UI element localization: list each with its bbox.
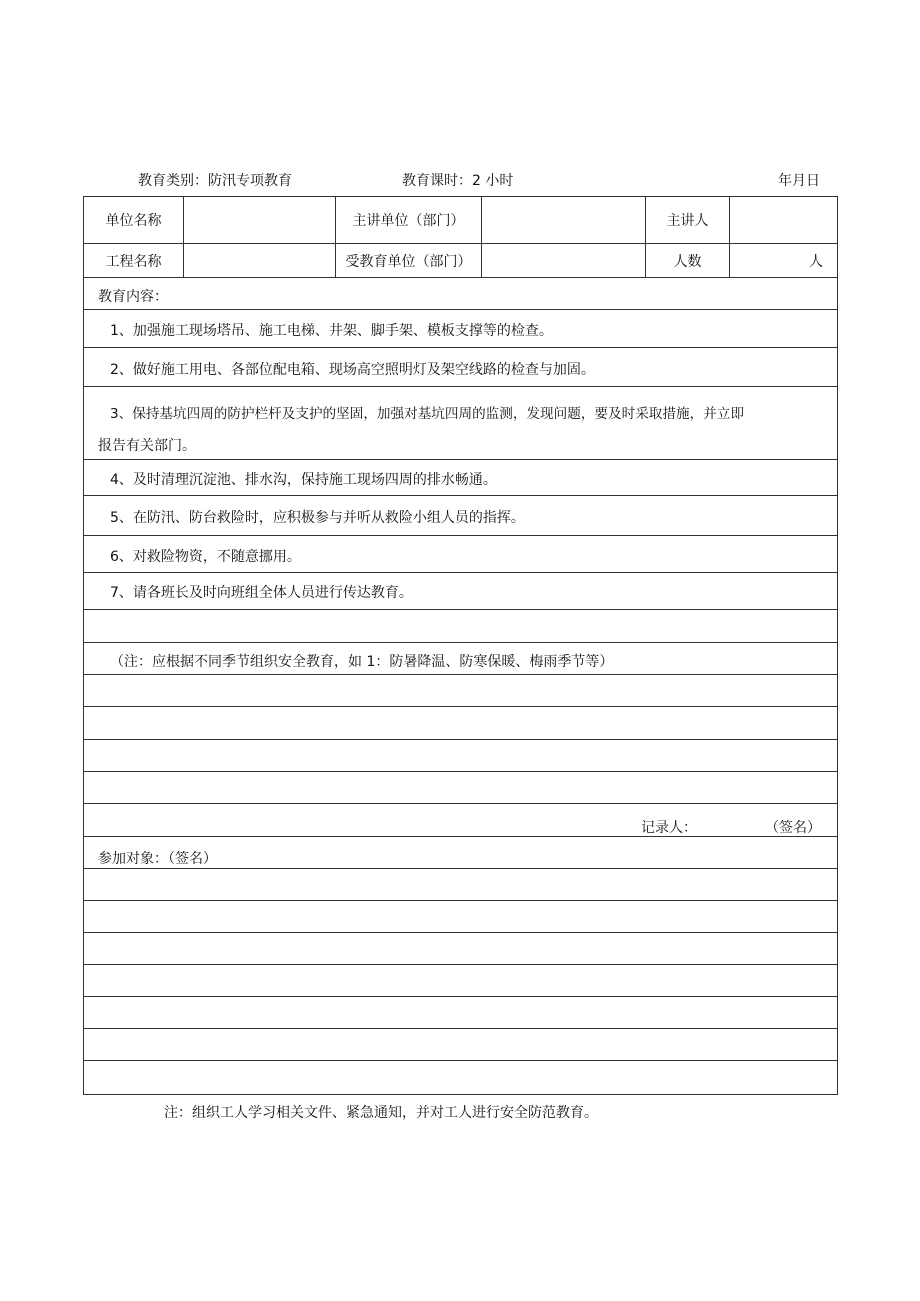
content-item-4: 4、及时清理沉淀池、排水沟，保持施工现场四周的排水畅通。	[110, 472, 497, 488]
content-item-row	[84, 387, 837, 460]
signature-row[interactable]	[84, 965, 837, 997]
content-item-1: 1、加强施工现场塔吊、施工电梯、井架、脚手架、模板支撑等的检查。	[110, 323, 553, 339]
season-note: （注：应根据不同季节组织安全教育，如 1：防暑降温、防寒保暖、梅雨季节等）	[110, 654, 614, 670]
date-field: 年月日	[778, 173, 820, 189]
lecturer-unit-value[interactable]	[482, 197, 646, 243]
signature-row[interactable]	[84, 1061, 837, 1094]
recorder-sign[interactable]: （签名）	[765, 820, 821, 836]
education-record-table	[83, 196, 838, 1095]
content-item-7: 7、请各班长及时向班组全体人员进行传达教育。	[110, 585, 413, 601]
blank-row	[84, 675, 837, 707]
educated-unit-value[interactable]	[482, 244, 646, 277]
count-unit[interactable]: 人	[809, 253, 823, 270]
recorder-label: 记录人：	[641, 820, 697, 836]
signature-row[interactable]	[84, 997, 837, 1029]
education-category: 教育类别：防汛专项教育	[138, 173, 292, 189]
blank-row	[84, 772, 837, 804]
content-item-row	[84, 573, 837, 610]
footer-note: 注：组织工人学习相关文件、紧急通知，并对工人进行安全防范教育。	[164, 1105, 598, 1121]
education-hours: 教育课时：2 小时	[402, 173, 514, 189]
signature-row[interactable]	[84, 901, 837, 933]
count-label: 人数	[646, 244, 730, 277]
content-heading-row	[84, 278, 837, 310]
signature-row[interactable]	[84, 933, 837, 965]
recorder-row	[84, 804, 837, 837]
blank-row	[84, 610, 837, 643]
season-note-row	[84, 643, 837, 675]
project-name-value[interactable]	[184, 244, 336, 277]
content-item-3-line-2: 报告有关部门。	[98, 438, 196, 454]
content-item-5: 5、在防汛、防台救险时，应积极参与并听从救险小组人员的指挥。	[110, 510, 525, 526]
content-item-row	[84, 496, 837, 536]
content-item-3-line-1: 3、保持基坑四周的防护栏杆及支护的坚固，加强对基坑四周的监测，发现问题，要及时采取措施，并立即	[110, 406, 744, 422]
lecturer-unit-label: 主讲单位（部门）	[336, 197, 482, 243]
lecturer-label: 主讲人	[646, 197, 730, 243]
signature-row[interactable]	[84, 1029, 837, 1061]
unit-name-value[interactable]	[184, 197, 336, 243]
info-row-2	[84, 244, 837, 278]
content-item-row	[84, 536, 837, 573]
lecturer-value[interactable]	[730, 197, 837, 243]
content-item-row	[84, 310, 837, 348]
blank-row	[84, 740, 837, 772]
info-row-1	[84, 197, 837, 244]
content-item-6: 6、对救险物资，不随意挪用。	[110, 549, 301, 565]
content-item-2: 2、做好施工用电、各部位配电箱、现场高空照明灯及架空线路的检查与加固。	[110, 362, 595, 378]
unit-name-label: 单位名称	[84, 197, 184, 243]
content-heading: 教育内容：	[98, 289, 168, 305]
participants-row	[84, 837, 837, 869]
content-item-row	[84, 460, 837, 496]
educated-unit-label: 受教育单位（部门）	[336, 244, 482, 277]
blank-row	[84, 707, 837, 740]
content-item-row	[84, 348, 837, 387]
project-name-label: 工程名称	[84, 244, 184, 277]
signature-row[interactable]	[84, 869, 837, 901]
participants-label: 参加对象：（签名）	[98, 851, 217, 867]
